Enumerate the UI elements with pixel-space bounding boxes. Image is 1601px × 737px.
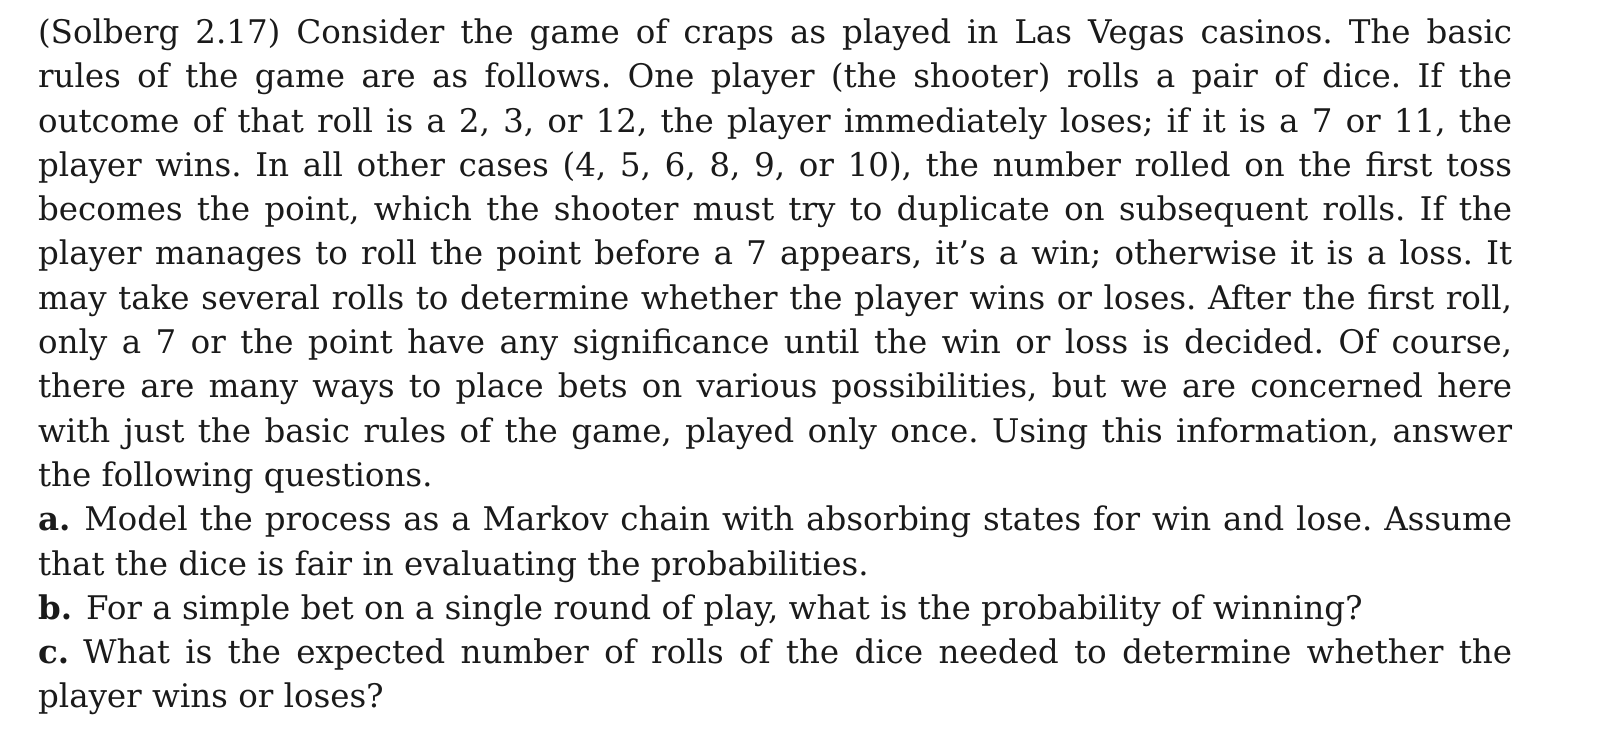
question-part-a — [38, 497, 1512, 586]
part-a-text: Model the process as a Markov chain with absorbing states for win and lose. Assume that the dice is fair in evaluating the probabilities. — [38, 500, 1512, 583]
part-a-label: a. — [38, 499, 71, 539]
question-part-c — [38, 630, 1512, 719]
document-page — [38, 10, 1512, 719]
part-b-label: b. — [38, 587, 73, 627]
part-c-text: What is the expected number of rolls of the dice needed to determine whether the player wins or loses? — [38, 633, 1512, 716]
problem-statement: (Solberg 2.17) Consider the game of craps as played in Las Vegas casinos. The basic rules of the game are as follows. One player (the shooter) rolls a pair of dice. If the outcome of that roll is a 2, 3, or 12, the player immediately loses; if it is a 7 or 11, the player wins. In all other cases (4, 5, 6, 8, 9, or 10), the number rolled on the first toss becomes the point, which the shooter must try to duplicate on subsequent rolls. If the player manages to roll the point before a 7 appears, it’s a win; otherwise it is a loss. It may take several rolls to determine whether the player wins or loses. After the first roll, only a 7 or the point have any significance until the win or loss is decided. Of course, there are many ways to place bets on various possibilities, but we are concerned here with just the basic rules of the game, played only once. Using this information, answer the following questions. — [38, 13, 1512, 494]
question-part-b — [38, 586, 1512, 630]
part-b-text: For a simple bet on a single round of play, what is the probability of winning? — [86, 588, 1363, 627]
part-c-label: c. — [38, 632, 70, 672]
